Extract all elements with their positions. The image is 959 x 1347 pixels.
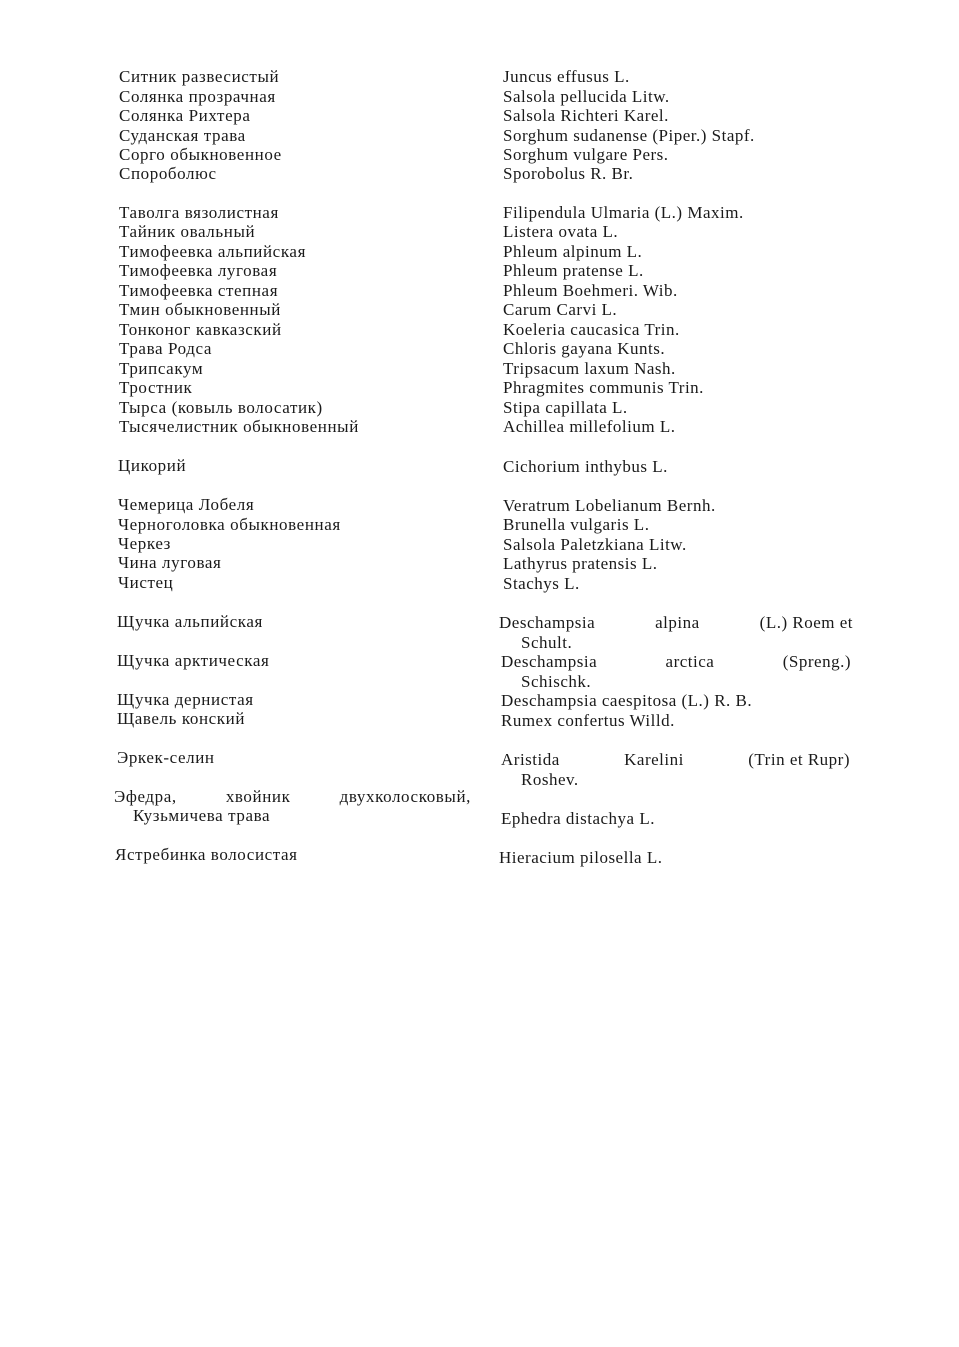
latin-name: Salsola pellucida Litw. xyxy=(503,87,670,106)
latin-name: Veratrum Lobelianum Bernh. xyxy=(503,496,716,515)
latin-name: Chloris gayana Kunts. xyxy=(503,339,666,358)
russian-name: Щучка арктическая xyxy=(117,651,270,670)
russian-name: Солянка прозрачная xyxy=(119,87,276,106)
latin-name: Carum Carvi L. xyxy=(503,300,618,319)
russian-name: Черкез xyxy=(118,534,171,553)
latin-name: Aristida Karelini (Trin et Rupr) xyxy=(501,750,850,769)
latin-name: Phleum alpinum L. xyxy=(503,242,643,261)
russian-name: Эркек-селин xyxy=(117,748,215,767)
russian-name: Трава Родса xyxy=(119,339,212,358)
russian-name: Тырса (ковыль волосатик) xyxy=(119,398,323,417)
russian-name: Тростник xyxy=(119,378,193,397)
latin-name: Brunella vulgaris L. xyxy=(503,515,650,534)
russian-name: Тимофеевка альпийская xyxy=(119,242,306,261)
latin-name: Deschampsia alpina (L.) Roem et xyxy=(499,613,853,632)
russian-name: Тонконог кавказский xyxy=(119,320,282,339)
latin-name: Sorghum sudanense (Piper.) Stapf. xyxy=(503,126,755,145)
russian-name: Черноголовка обыкновенная xyxy=(118,515,341,534)
russian-name-continuation: Кузьмичева трава xyxy=(133,806,271,825)
latin-name: Salsola Paletzkiana Litw. xyxy=(503,535,687,554)
latin-name: Deschampsia arctica (Spreng.) xyxy=(501,652,851,671)
russian-name: Тысячелистник обыкновенный xyxy=(119,417,359,436)
latin-name: Stipa capillata L. xyxy=(503,398,628,417)
russian-name: Ястребинка волосистая xyxy=(115,845,298,864)
russian-name: Тайник овальный xyxy=(119,222,256,241)
russian-name: Тмин обыкновенный xyxy=(119,300,281,319)
russian-name: Щучка дернистая xyxy=(117,690,254,709)
latin-name-continuation: Roshev. xyxy=(521,770,579,789)
latin-name: Ephedra distachya L. xyxy=(501,809,655,828)
russian-name: Щучка альпийская xyxy=(117,612,263,631)
latin-name: Salsola Richteri Karel. xyxy=(503,106,669,125)
russian-name: Суданская трава xyxy=(119,126,246,145)
russian-name: Сорго обыкновенное xyxy=(119,145,282,164)
latin-name: Phleum Boehmeri. Wib. xyxy=(503,281,678,300)
latin-name: Cichorium inthybus L. xyxy=(503,457,668,476)
russian-name: Солянка Рихтера xyxy=(119,106,251,125)
latin-name-continuation: Schult. xyxy=(521,633,573,652)
latin-name: Deschampsia caespitosa (L.) R. B. xyxy=(501,691,753,710)
latin-name: Stachys L. xyxy=(503,574,580,593)
latin-name: Rumex confertus Willd. xyxy=(501,711,675,730)
russian-name: Чемерица Лобеля xyxy=(118,495,255,514)
russian-name: Спороболюс xyxy=(119,164,217,183)
russian-name: Чистец xyxy=(118,573,174,592)
latin-name: Phragmites communis Trin. xyxy=(503,378,704,397)
latin-name: Juncus effusus L. xyxy=(503,67,630,86)
latin-name-continuation: Schischk. xyxy=(521,672,592,691)
russian-name: Щавель конский xyxy=(117,709,246,728)
latin-name: Hieracium pilosella L. xyxy=(499,848,663,867)
russian-name: Тимофеевка луговая xyxy=(119,261,278,280)
russian-name: Тимофеевка степная xyxy=(119,281,279,300)
latin-name: Phleum pratense L. xyxy=(503,261,644,280)
latin-name: Listera ovata L. xyxy=(503,222,619,241)
latin-name: Tripsacum laxum Nash. xyxy=(503,359,676,378)
latin-name: Filipendula Ulmaria (L.) Maxim. xyxy=(503,203,744,222)
latin-name: Achillea millefolium L. xyxy=(503,417,676,436)
russian-name: Таволга вязолистная xyxy=(119,203,279,222)
russian-name: Цикорий xyxy=(118,456,187,475)
latin-name: Sorghum vulgare Pers. xyxy=(503,145,669,164)
latin-name: Sporobolus R. Br. xyxy=(503,164,634,183)
russian-name: Чина луговая xyxy=(118,553,222,572)
russian-name: Эфедра, хвойник двухколосковый, xyxy=(114,787,471,806)
latin-name: Koeleria caucasica Trin. xyxy=(503,320,680,339)
russian-name: Ситник развесистый xyxy=(119,67,280,86)
latin-name: Lathyrus pratensis L. xyxy=(503,554,658,573)
russian-name: Трипсакум xyxy=(119,359,204,378)
